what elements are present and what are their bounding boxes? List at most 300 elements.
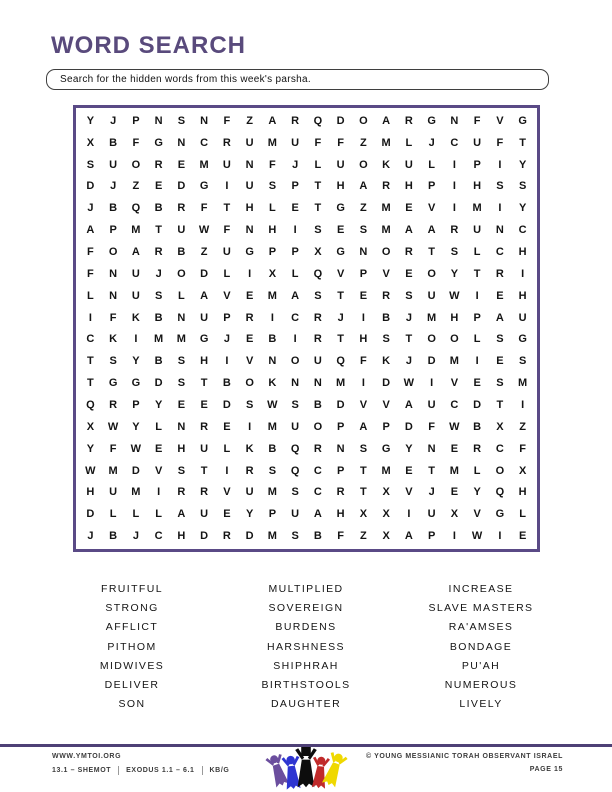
grid-cell: M: [267, 420, 277, 433]
grid-cell: E: [200, 398, 208, 411]
grid-cell: L: [87, 289, 94, 302]
grid-cell: C: [518, 224, 527, 237]
grid-cell: U: [131, 289, 140, 302]
grid-cell: T: [87, 377, 94, 390]
grid-cell: U: [427, 398, 436, 411]
grid-cell: Y: [154, 398, 163, 411]
grid-cell: I: [475, 355, 479, 368]
grid-cell: V: [359, 398, 368, 411]
footer-separator: [202, 766, 203, 775]
word-item: BONDAGE: [449, 640, 513, 653]
grid-cell: C: [495, 442, 504, 455]
grid-cell: G: [518, 114, 527, 127]
grid-cell: O: [108, 246, 118, 259]
grid-cell: X: [496, 420, 504, 433]
word-item: INCREASE: [448, 583, 514, 595]
grid-cell: L: [291, 267, 299, 280]
grid-cell: F: [87, 267, 94, 280]
grid-cell: N: [177, 311, 186, 324]
grid-cell: S: [496, 377, 504, 390]
grid-cell: N: [109, 289, 118, 302]
grid-cell: K: [131, 311, 140, 324]
grid-cell: I: [225, 355, 229, 368]
grid-cell: V: [427, 202, 436, 215]
grid-cell: S: [496, 333, 504, 346]
grid-cell: R: [336, 486, 345, 499]
grid-cell: U: [427, 289, 436, 302]
grid-cell: L: [155, 420, 162, 433]
grid-cell: S: [291, 530, 299, 543]
grid-cell: O: [131, 158, 141, 171]
grid-cell: E: [223, 420, 231, 433]
grid-cell: Z: [360, 202, 367, 215]
grid-cell: D: [86, 180, 95, 193]
grid-cell: U: [473, 224, 482, 237]
grid-cell: M: [176, 333, 186, 346]
grid-cell: P: [109, 224, 117, 237]
grid-cell: V: [245, 355, 254, 368]
grid-cell: W: [267, 398, 278, 411]
grid-cell: L: [519, 508, 526, 521]
grid-cell: J: [337, 311, 344, 324]
grid-cell: U: [177, 224, 186, 237]
grid-cell: J: [110, 180, 117, 193]
grid-cell: S: [177, 464, 186, 477]
grid-cell: Y: [245, 508, 254, 521]
grid-cell: N: [200, 114, 209, 127]
grid-cell: D: [427, 355, 436, 368]
grid-cell: M: [154, 333, 164, 346]
grid-cell: H: [518, 289, 527, 302]
grid-cell: F: [519, 442, 526, 455]
grid-cell: J: [87, 530, 94, 543]
grid-cell: X: [314, 246, 322, 259]
grid-cell: I: [293, 333, 297, 346]
grid-cell: R: [200, 420, 209, 433]
grid-cell: U: [518, 311, 527, 324]
grid-cell: I: [270, 311, 274, 324]
grid-cell: M: [131, 224, 141, 237]
grid-cell: N: [427, 442, 436, 455]
grid-cell: E: [177, 398, 186, 411]
grid-cell: R: [245, 464, 254, 477]
grid-cell: O: [495, 464, 505, 477]
grid-cell: O: [427, 267, 436, 280]
grid-cell: T: [473, 267, 481, 280]
grid-cell: H: [200, 355, 209, 368]
word-item: SOVEREIGN: [268, 602, 344, 615]
grid-cell: U: [336, 158, 345, 171]
grid-cell: R: [404, 114, 413, 127]
grid-cell: X: [86, 420, 95, 433]
grid-cell: O: [290, 355, 300, 368]
grid-cell: T: [200, 377, 208, 390]
grid-cell: S: [177, 114, 186, 127]
grid-cell: A: [86, 224, 95, 237]
grid-cell: X: [86, 136, 95, 149]
grid-cell: I: [248, 420, 252, 433]
grid-cell: B: [109, 136, 118, 149]
grid-cell: S: [314, 289, 322, 302]
grid-cell: A: [427, 224, 436, 237]
grid-cell: E: [496, 289, 504, 302]
word-item: NUMEROUS: [444, 678, 518, 691]
grid-cell: F: [223, 224, 231, 237]
grid-cell: H: [336, 508, 345, 521]
grid-cell: K: [109, 333, 118, 346]
grid-cell: I: [498, 158, 502, 171]
grid-cell: P: [336, 420, 345, 433]
grid-cell: W: [449, 289, 460, 302]
footer-left: [52, 753, 229, 775]
grid-cell: E: [336, 224, 345, 237]
grid-cell: S: [268, 464, 277, 477]
grid-cell: A: [404, 398, 413, 411]
grid-cell: N: [154, 114, 163, 127]
grid-cell: G: [199, 333, 209, 346]
grid-cell: N: [177, 136, 186, 149]
grid-cell: R: [382, 180, 391, 193]
grid-cell: K: [245, 442, 254, 455]
grid-cell: N: [177, 420, 186, 433]
grid-cell: D: [245, 530, 254, 543]
grid-cell: T: [405, 333, 413, 346]
grid-cell: L: [155, 508, 162, 521]
grid-cell: R: [473, 442, 482, 455]
grid-cell: C: [495, 246, 504, 259]
grid-cell: P: [223, 311, 231, 324]
grid-cell: P: [268, 508, 277, 521]
grid-cell: H: [245, 202, 254, 215]
grid-cell: R: [177, 486, 186, 499]
grid-cell: H: [177, 442, 186, 455]
grid-cell: H: [518, 246, 527, 259]
grid-cell: X: [382, 530, 390, 543]
grid-cell: E: [177, 158, 186, 171]
word-item: MIDWIVES: [99, 659, 165, 672]
grid-cell: V: [154, 464, 163, 477]
grid-cell: L: [178, 289, 185, 302]
word-item: DAUGHTER: [270, 698, 342, 711]
grid-cell: S: [177, 377, 186, 390]
grid-cell: O: [381, 246, 391, 259]
grid-cell: F: [360, 355, 367, 368]
grid-cell: I: [293, 224, 297, 237]
grid-cell: P: [291, 180, 299, 193]
grid-cell: M: [381, 136, 391, 149]
grid-cell: D: [336, 398, 345, 411]
grid-cell: K: [382, 355, 391, 368]
grid-cell: T: [496, 398, 504, 411]
grid-cell: Q: [336, 355, 345, 368]
grid-cell: B: [222, 377, 231, 390]
grid-cell: M: [267, 289, 277, 302]
word-item: MULTIPLIED: [268, 583, 344, 595]
grid-cell: T: [314, 202, 322, 215]
grid-cell: F: [223, 114, 231, 127]
grid-cell: X: [518, 464, 527, 477]
grid-cell: I: [248, 267, 252, 280]
grid-cell: E: [450, 486, 459, 499]
grid-cell: R: [450, 224, 459, 237]
grid-cell: Q: [313, 267, 323, 280]
grid-cell: E: [245, 333, 254, 346]
grid-cell: R: [109, 398, 118, 411]
grid-cell: U: [245, 486, 254, 499]
grid-cell: S: [405, 289, 413, 302]
word-item: DELIVER: [104, 678, 160, 691]
grid-cell: T: [337, 333, 344, 346]
footer-reference: [52, 766, 229, 775]
grid-cell: Q: [290, 464, 300, 477]
grid-cell: U: [245, 180, 254, 193]
grid-cell: F: [337, 530, 344, 543]
grid-cell: F: [87, 246, 94, 259]
grid-cell: S: [518, 355, 527, 368]
grid-cell: U: [404, 158, 413, 171]
grid-cell: V: [473, 508, 481, 521]
grid-cell: G: [518, 333, 527, 346]
grid-cell: C: [450, 398, 459, 411]
grid-cell: X: [359, 508, 368, 521]
grid-cell: U: [200, 508, 209, 521]
grid-cell: A: [313, 508, 322, 521]
grid-cell: D: [200, 267, 209, 280]
grid-cell: Q: [131, 202, 141, 215]
grid-cell: J: [110, 114, 117, 127]
grid-cell: M: [472, 202, 482, 215]
grid-cell: G: [108, 377, 118, 390]
grid-cell: C: [200, 136, 209, 149]
grid-cell: B: [268, 333, 277, 346]
grid-cell: V: [223, 289, 231, 302]
grid-cell: U: [200, 442, 209, 455]
grid-cell: D: [86, 508, 95, 521]
grid-cell: J: [223, 333, 230, 346]
grid-cell: Y: [518, 158, 527, 171]
grid-cell: D: [473, 398, 482, 411]
grid-cell: A: [404, 530, 413, 543]
grid-cell: U: [291, 508, 300, 521]
grid-cell: A: [268, 114, 277, 127]
grid-cell: V: [223, 486, 231, 499]
grid-cell: G: [381, 442, 391, 455]
grid-cell: H: [177, 530, 186, 543]
footer-website: WWW.YMTOI.ORG: [52, 753, 122, 760]
word-list-column-1: [42, 580, 222, 714]
word-item: SHIPHRAH: [273, 659, 339, 672]
grid-cell: E: [223, 508, 231, 521]
grid-cell: A: [382, 114, 391, 127]
grid-cell: A: [359, 180, 368, 193]
grid-cell: Y: [86, 114, 95, 127]
grid-cell: F: [269, 158, 276, 171]
grid-cell: O: [450, 333, 459, 346]
footer-copyright: © YOUNG MESSIANIC TORAH OBSERVANT ISRAEL: [365, 753, 563, 760]
word-item: LIVELY: [459, 698, 503, 711]
grid-cell: F: [109, 311, 117, 324]
page-title: WORD SEARCH: [51, 32, 246, 59]
grid-cell: U: [222, 158, 231, 171]
grid-cell: L: [223, 267, 231, 280]
word-item: SON: [118, 698, 146, 711]
grid-cell: H: [359, 333, 368, 346]
grid-cell: G: [245, 246, 254, 259]
word-item: PU'AH: [461, 659, 501, 672]
grid-cell: P: [427, 530, 436, 543]
grid-cell: L: [269, 202, 276, 215]
grid-cell: E: [359, 289, 368, 302]
grid-cell: C: [154, 530, 163, 543]
grid-cell: J: [87, 202, 94, 215]
grid-cell: U: [427, 508, 436, 521]
grid-cell: I: [452, 158, 456, 171]
grid-cell: J: [405, 355, 412, 368]
grid-cell: X: [268, 267, 277, 280]
grid-cell: L: [473, 333, 481, 346]
footer-verses: EXODUS 1.1 – 6.1: [126, 767, 195, 774]
grid-cell: F: [428, 420, 435, 433]
grid-cell: I: [521, 398, 525, 411]
grid-cell: O: [245, 377, 254, 390]
grid-cell: M: [267, 530, 277, 543]
grid-cell: P: [132, 398, 140, 411]
grid-cell: Z: [132, 180, 140, 193]
grid-cell: T: [337, 289, 344, 302]
grid-cell: L: [314, 158, 322, 171]
grid-cell: W: [198, 224, 210, 237]
grid-cell: M: [131, 486, 141, 499]
grid-cell: L: [473, 246, 481, 259]
grid-cell: G: [336, 202, 345, 215]
grid-cell: U: [291, 136, 300, 149]
word-list-column-2: [216, 580, 396, 714]
grid-cell: F: [200, 202, 208, 215]
grid-cell: E: [473, 377, 481, 390]
grid-cell: C: [291, 311, 300, 324]
grid-cell: B: [268, 442, 277, 455]
grid-cell: I: [225, 464, 229, 477]
grid-cell: E: [291, 202, 299, 215]
grid-cell: P: [473, 158, 481, 171]
grid-cell: X: [450, 508, 459, 521]
grid-cell: G: [336, 246, 345, 259]
grid-cell: B: [382, 311, 391, 324]
grid-cell: F: [337, 136, 344, 149]
grid-cell: E: [518, 530, 527, 543]
grid-cell: Z: [360, 530, 367, 543]
grid-cell: R: [154, 246, 163, 259]
grid-cell: F: [132, 136, 140, 149]
grid-cell: V: [450, 377, 459, 390]
grid-cell: R: [404, 246, 413, 259]
grid-cell: Z: [246, 114, 253, 127]
grid-cell: A: [131, 246, 140, 259]
grid-cell: Q: [290, 442, 300, 455]
grid-cell: U: [131, 267, 140, 280]
grid-cell: T: [314, 180, 322, 193]
grid-cell: Y: [132, 355, 140, 368]
grid-cell: S: [291, 398, 299, 411]
grid-cell: I: [361, 311, 365, 324]
grid-cell: R: [177, 202, 186, 215]
grid-cell: S: [109, 355, 117, 368]
grid-cell: C: [313, 464, 322, 477]
grid-cell: J: [155, 267, 162, 280]
grid-cell: O: [177, 267, 186, 280]
grid-cell: R: [495, 267, 504, 280]
grid-cell: U: [200, 311, 209, 324]
grid-cell: F: [109, 442, 117, 455]
grid-cell: D: [404, 420, 413, 433]
grid-cell: H: [268, 224, 277, 237]
grid-cell: X: [382, 486, 390, 499]
grid-cell: V: [405, 486, 413, 499]
grid-cell: A: [404, 224, 413, 237]
grid-cell: Q: [313, 114, 323, 127]
grid-cell: P: [132, 114, 140, 127]
grid-cell: A: [200, 289, 209, 302]
grid-cell: R: [154, 158, 163, 171]
grid-cell: E: [405, 202, 413, 215]
grid-cell: S: [496, 180, 504, 193]
grid-cell: P: [268, 246, 277, 259]
grid-cell: B: [177, 246, 186, 259]
grid-cell: S: [518, 180, 527, 193]
grid-cell: J: [405, 311, 412, 324]
word-item: BIRTHSTOOLS: [261, 678, 351, 691]
grid-cell: O: [359, 114, 368, 127]
grid-cell: D: [154, 377, 163, 390]
grid-cell: G: [495, 508, 505, 521]
grid-cell: I: [498, 202, 502, 215]
grid-cell: M: [267, 486, 277, 499]
grid-cell: O: [427, 333, 436, 346]
grid-cell: P: [473, 311, 481, 324]
word-search-grid: [76, 108, 537, 549]
grid-cell: S: [154, 289, 163, 302]
grid-cell: W: [471, 530, 483, 543]
grid-cell: M: [427, 311, 437, 324]
grid-cell: M: [336, 377, 346, 390]
grid-cell: A: [495, 311, 504, 324]
grid-cell: K: [382, 158, 391, 171]
grid-cell: I: [452, 180, 456, 193]
grid-cell: W: [107, 420, 119, 433]
grid-cell: A: [291, 289, 300, 302]
grid-cell: R: [245, 311, 254, 324]
grid-cell: R: [313, 311, 322, 324]
grid-cell: T: [519, 136, 526, 149]
grid-cell: E: [245, 289, 254, 302]
grid-cell: A: [177, 508, 186, 521]
grid-cell: L: [473, 464, 481, 477]
grid-cell: B: [109, 530, 118, 543]
grid-cell: N: [359, 246, 368, 259]
instruction-text: Search for the hidden words from this week's parsha.: [60, 74, 311, 85]
word-item: RA'AMSES: [448, 621, 514, 634]
grid-cell: E: [496, 355, 504, 368]
grid-cell: D: [177, 180, 186, 193]
grid-cell: I: [521, 267, 525, 280]
children-logo-icon: [264, 746, 348, 792]
grid-cell: N: [245, 158, 254, 171]
grid-cell: I: [452, 530, 456, 543]
grid-cell: Y: [450, 267, 459, 280]
grid-cell: R: [313, 442, 322, 455]
grid-cell: B: [313, 398, 322, 411]
grid-cell: S: [291, 486, 299, 499]
